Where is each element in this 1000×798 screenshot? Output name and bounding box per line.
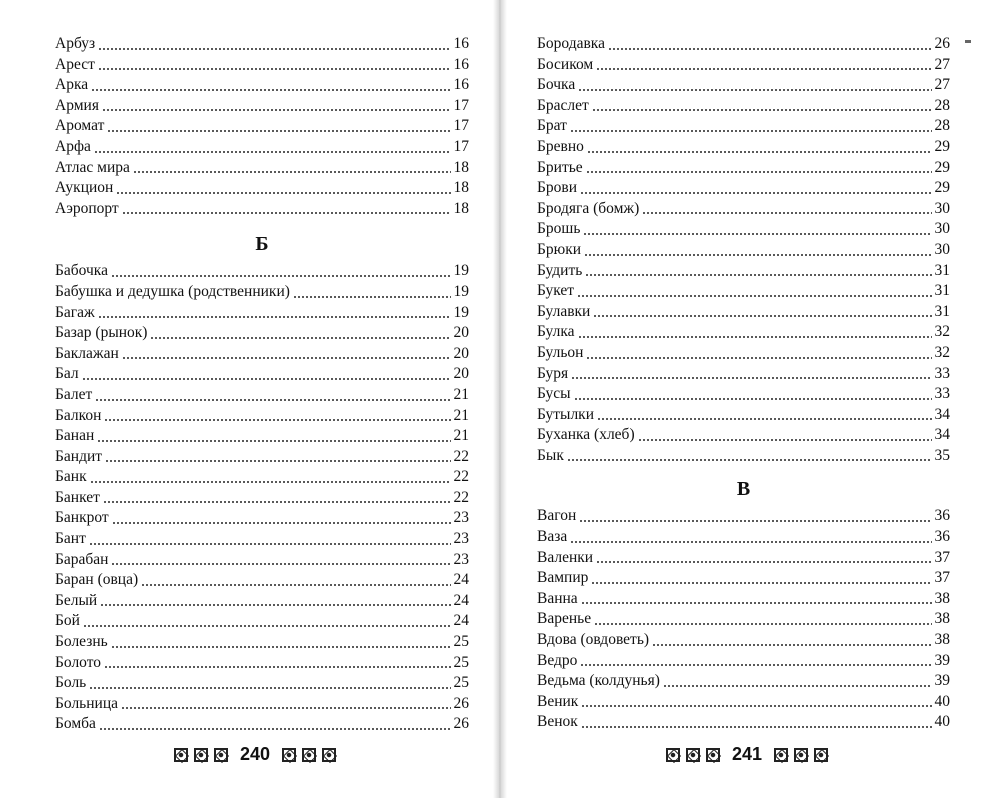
entry-term: Варенье	[537, 610, 592, 628]
entry-page-number: 33	[934, 385, 950, 403]
dot-leader	[102, 109, 451, 111]
entry-page-number: 28	[934, 117, 950, 135]
diamond-ornament-icon	[282, 748, 296, 762]
page-footer	[666, 744, 828, 765]
index-entry	[537, 281, 950, 302]
index-entry	[55, 116, 469, 137]
entry-page-number: 23	[453, 550, 469, 568]
index-entry	[55, 96, 469, 117]
entry-page-number: 28	[934, 96, 950, 114]
index-entry	[537, 384, 950, 405]
index-entry	[537, 651, 950, 672]
entry-term: Арест	[55, 55, 95, 73]
entry-page-number: 19	[453, 282, 469, 300]
index-entry	[55, 55, 469, 76]
entry-term: Арбуз	[55, 35, 96, 52]
entry-page-number: 25	[453, 633, 469, 651]
entry-term: Бульон	[537, 343, 584, 361]
diamond-ornament-icon	[302, 748, 316, 762]
index-entry	[537, 322, 950, 343]
entry-page-number: 36	[934, 507, 950, 525]
entry-page-number: 40	[934, 713, 950, 731]
entry-term: Бал	[55, 365, 79, 383]
entry-page-number: 36	[934, 528, 950, 546]
dot-leader	[586, 171, 932, 173]
entry-page-number: 34	[934, 405, 950, 423]
entry-page-number: 31	[934, 261, 950, 279]
diamond-ornament-icon	[666, 748, 680, 762]
entry-term: Банкет	[55, 488, 100, 506]
entry-page-number: 38	[934, 631, 950, 649]
index-entry	[55, 158, 469, 179]
entry-page-number: 35	[934, 446, 950, 464]
entry-term: Браслет	[537, 96, 589, 114]
diamond-ornament-icon	[194, 748, 208, 762]
index-entry	[55, 282, 469, 303]
entry-term: Булка	[537, 323, 575, 341]
dot-leader	[597, 418, 931, 420]
entry-term: Венок	[537, 713, 578, 731]
dot-leader	[584, 254, 931, 256]
entry-page-number: 26	[453, 694, 469, 712]
dot-leader	[570, 541, 931, 543]
entry-page-number: 31	[934, 302, 950, 320]
dot-leader	[111, 275, 451, 277]
entry-term: Брови	[537, 179, 578, 197]
index-entry	[55, 261, 469, 282]
entry-term: Вагон	[537, 507, 577, 525]
index-entry	[55, 406, 469, 427]
index-entry	[55, 199, 469, 220]
index-entry	[55, 611, 469, 632]
index-entry	[537, 405, 950, 426]
entry-term: Бой	[55, 612, 80, 630]
dot-leader	[583, 233, 931, 235]
entry-term: Баклажан	[55, 344, 119, 362]
index-entry	[537, 158, 950, 179]
dot-leader	[591, 582, 931, 584]
entry-page-number: 27	[934, 55, 950, 73]
index-entry	[537, 240, 950, 261]
entry-term: Аэропорт	[55, 199, 119, 217]
entry-term: Бритье	[537, 158, 583, 176]
entry-page-number: 37	[934, 569, 950, 587]
index-entry	[537, 55, 950, 76]
dot-leader	[82, 378, 451, 380]
index-entry	[537, 219, 950, 240]
dot-leader	[90, 481, 451, 483]
dot-leader	[91, 89, 450, 91]
dot-leader	[103, 501, 451, 503]
entry-term: Армия	[55, 96, 99, 114]
entry-term: Босиком	[537, 55, 594, 73]
index-column	[55, 34, 469, 735]
entry-term: Бык	[537, 446, 564, 464]
dot-leader	[122, 212, 451, 214]
index-entry	[537, 178, 950, 199]
entry-term: Баран (овца)	[55, 571, 139, 589]
index-entry	[55, 653, 469, 674]
entry-page-number: 22	[453, 468, 469, 486]
page-number: 241	[732, 744, 763, 764]
entry-page-number: 24	[453, 612, 469, 630]
entry-term: Вдова (овдоветь)	[537, 631, 650, 649]
entry-term: Валенки	[537, 548, 594, 566]
dot-leader	[293, 296, 451, 298]
dot-leader	[663, 685, 932, 687]
dot-leader	[104, 666, 450, 668]
entry-term: Багаж	[55, 303, 95, 321]
entry-term: Банкрот	[55, 509, 109, 527]
entry-page-number: 24	[453, 571, 469, 589]
entry-term: Болезнь	[55, 633, 108, 651]
index-entry	[55, 385, 469, 406]
diamond-ornament-icon	[174, 748, 188, 762]
index-entry	[537, 137, 950, 158]
index-entry	[55, 34, 469, 55]
dot-leader	[571, 377, 931, 379]
dot-leader	[581, 602, 932, 604]
entry-term: Будить	[537, 261, 583, 279]
dot-leader	[105, 460, 450, 462]
dot-leader	[579, 520, 931, 522]
index-entry	[55, 137, 469, 158]
index-entry	[55, 344, 469, 365]
dot-leader	[121, 707, 450, 709]
entry-term: Атлас мира	[55, 158, 130, 176]
dot-leader	[574, 398, 932, 400]
entry-page-number: 32	[934, 343, 950, 361]
entry-page-number: 29	[934, 158, 950, 176]
entry-page-number: 27	[934, 76, 950, 94]
index-entry	[55, 447, 469, 468]
entry-term: Бутылки	[537, 405, 595, 423]
dot-leader	[98, 316, 451, 318]
entry-page-number: 19	[453, 303, 469, 321]
index-entry	[537, 446, 950, 467]
entry-term: Бродяга (бомж)	[537, 199, 640, 217]
entry-term: Ведро	[537, 651, 578, 669]
right-page	[500, 0, 1000, 798]
entry-page-number: 20	[453, 365, 469, 383]
dot-leader	[652, 644, 931, 646]
entry-page-number: 21	[453, 385, 469, 403]
dot-leader	[104, 419, 450, 421]
index-entry	[55, 632, 469, 653]
entry-page-number: 21	[453, 427, 469, 445]
entry-page-number: 32	[934, 323, 950, 341]
entry-page-number: 39	[934, 651, 950, 669]
dot-leader	[150, 337, 450, 339]
dot-leader	[638, 439, 932, 441]
entry-page-number: 24	[453, 591, 469, 609]
entry-page-number: 16	[453, 76, 469, 94]
entry-term: Ведьма (колдунья)	[537, 672, 660, 690]
entry-page-number: 23	[453, 530, 469, 548]
entry-page-number: 26	[453, 715, 469, 733]
entry-page-number: 17	[453, 117, 469, 135]
index-entry	[55, 714, 469, 735]
entry-term: Банан	[55, 427, 95, 445]
entry-term: Арка	[55, 76, 89, 94]
entry-page-number: 40	[934, 692, 950, 710]
entry-term: Балет	[55, 385, 93, 403]
dot-leader	[596, 561, 931, 563]
dot-leader	[594, 623, 931, 625]
dot-leader	[577, 295, 931, 297]
dot-leader	[567, 459, 932, 461]
entry-page-number: 21	[453, 406, 469, 424]
index-entry	[55, 508, 469, 529]
diamond-ornament-icon	[214, 748, 228, 762]
entry-page-number: 26	[934, 35, 950, 52]
dot-leader	[587, 151, 932, 153]
index-entry	[537, 609, 950, 630]
entry-term: Брюки	[537, 240, 582, 258]
entry-term: Барабан	[55, 550, 109, 568]
index-entry	[537, 261, 950, 282]
entry-page-number: 29	[934, 137, 950, 155]
diamond-ornament-icon	[794, 748, 808, 762]
dot-leader	[89, 687, 450, 689]
index-entry	[537, 302, 950, 323]
entry-page-number: 30	[934, 220, 950, 238]
dot-leader	[94, 151, 451, 153]
dot-leader	[608, 48, 932, 50]
index-entry	[537, 343, 950, 364]
entry-page-number: 37	[934, 548, 950, 566]
index-entry	[55, 303, 469, 324]
index-entry	[537, 712, 950, 733]
entry-term: Брат	[537, 117, 567, 135]
dot-leader	[95, 399, 450, 401]
entry-term: Бант	[55, 530, 86, 548]
index-entry	[55, 488, 469, 509]
dot-leader	[586, 357, 931, 359]
index-entry	[537, 116, 950, 137]
index-column	[537, 34, 950, 733]
diamond-ornament-icon	[706, 748, 720, 762]
dot-leader	[116, 192, 450, 194]
index-entry	[55, 570, 469, 591]
dot-leader	[578, 89, 931, 91]
entry-term: Бабушка и дедушка (родственники)	[55, 282, 290, 300]
entry-page-number: 20	[453, 324, 469, 342]
index-entry	[537, 568, 950, 589]
entry-page-number: 20	[453, 344, 469, 362]
entry-term: Бусы	[537, 385, 571, 403]
index-entry	[537, 630, 950, 651]
entry-page-number: 18	[453, 199, 469, 217]
entry-page-number: 18	[453, 179, 469, 197]
index-entry	[537, 34, 950, 55]
dot-leader	[89, 543, 451, 545]
index-entry	[55, 529, 469, 550]
diamond-ornament-icon	[322, 748, 336, 762]
entry-page-number: 34	[934, 426, 950, 444]
entry-page-number: 29	[934, 179, 950, 197]
index-entry	[55, 323, 469, 344]
entry-term: Буря	[537, 364, 569, 382]
entry-page-number: 38	[934, 610, 950, 628]
index-entry	[537, 527, 950, 548]
entry-term: Больница	[55, 694, 119, 712]
entry-page-number: 17	[453, 137, 469, 155]
dot-leader	[97, 440, 450, 442]
dot-leader	[100, 604, 450, 606]
diamond-ornament-icon	[814, 748, 828, 762]
entry-term: Боль	[55, 674, 87, 692]
entry-term: Булавки	[537, 302, 591, 320]
dot-leader	[98, 68, 451, 70]
dot-leader	[642, 212, 931, 214]
dot-leader	[112, 522, 451, 524]
dot-leader	[83, 625, 451, 627]
section-letter: В	[736, 478, 751, 501]
entry-term: Банк	[55, 468, 87, 486]
index-entry	[55, 364, 469, 385]
entry-term: Базар (рынок)	[55, 324, 148, 342]
entry-term: Бомба	[55, 715, 96, 733]
entry-page-number: 33	[934, 364, 950, 382]
entry-page-number: 39	[934, 672, 950, 690]
dot-leader	[111, 646, 451, 648]
dot-leader	[111, 563, 450, 565]
entry-page-number: 25	[453, 653, 469, 671]
entry-term: Аромат	[55, 117, 105, 135]
dot-leader	[581, 726, 932, 728]
dot-leader	[570, 130, 932, 132]
entry-page-number: 19	[453, 262, 469, 280]
dot-leader	[99, 728, 451, 730]
index-entry	[537, 199, 950, 220]
index-entry	[537, 589, 950, 610]
entry-term: Веник	[537, 692, 579, 710]
entry-page-number: 22	[453, 488, 469, 506]
index-entry	[537, 425, 950, 446]
dot-leader	[578, 336, 932, 338]
entry-term: Болото	[55, 653, 102, 671]
entry-term: Ванна	[537, 589, 578, 607]
entry-term: Бабочка	[55, 262, 108, 280]
entry-page-number: 16	[453, 35, 469, 52]
index-entry	[537, 75, 950, 96]
index-entry	[55, 467, 469, 488]
section-letter: Б	[255, 233, 269, 256]
index-entry	[55, 591, 469, 612]
entry-term: Бандит	[55, 447, 103, 465]
dot-leader	[107, 130, 450, 132]
entry-term: Буханка (хлеб)	[537, 426, 635, 444]
index-entry	[537, 671, 950, 692]
dot-leader	[585, 274, 931, 276]
entry-page-number: 18	[453, 158, 469, 176]
entry-page-number: 22	[453, 447, 469, 465]
dot-leader	[98, 48, 450, 50]
entry-term: Бревно	[537, 137, 584, 155]
index-entry	[537, 548, 950, 569]
index-entry	[55, 75, 469, 96]
entry-page-number: 30	[934, 199, 950, 217]
entry-page-number: 17	[453, 96, 469, 114]
entry-term: Бочка	[537, 76, 576, 94]
diamond-ornament-icon	[686, 748, 700, 762]
entry-page-number: 31	[934, 282, 950, 300]
dot-leader	[596, 68, 931, 70]
dot-leader	[141, 584, 450, 586]
entry-term: Белый	[55, 591, 98, 609]
entry-term: Аукцион	[55, 179, 114, 197]
dot-leader	[122, 357, 451, 359]
entry-page-number: 30	[934, 240, 950, 258]
entry-term: Арфа	[55, 137, 91, 155]
entry-term: Бородавка	[537, 35, 605, 52]
index-entry	[55, 426, 469, 447]
entry-term: Вампир	[537, 569, 589, 587]
entry-term: Балкон	[55, 406, 102, 424]
index-entry	[55, 694, 469, 715]
dot-leader	[581, 705, 931, 707]
entry-term: Букет	[537, 282, 575, 300]
index-entry	[537, 506, 950, 527]
dot-leader	[592, 109, 932, 111]
index-entry	[537, 692, 950, 713]
entry-page-number: 25	[453, 674, 469, 692]
index-entry	[55, 178, 469, 199]
scan-mark	[965, 40, 971, 43]
page-footer	[174, 744, 336, 765]
dot-leader	[580, 664, 931, 666]
index-entry	[55, 673, 469, 694]
index-entry	[537, 96, 950, 117]
dot-leader	[580, 192, 931, 194]
index-entry	[55, 550, 469, 571]
entry-term: Ваза	[537, 528, 568, 546]
dot-leader	[593, 315, 931, 317]
entry-term: Брошь	[537, 220, 581, 238]
diamond-ornament-icon	[774, 748, 788, 762]
entry-page-number: 23	[453, 509, 469, 527]
dot-leader	[133, 171, 451, 173]
page-number: 240	[240, 744, 271, 764]
entry-page-number: 16	[453, 55, 469, 73]
entry-page-number: 38	[934, 589, 950, 607]
index-entry	[537, 364, 950, 385]
